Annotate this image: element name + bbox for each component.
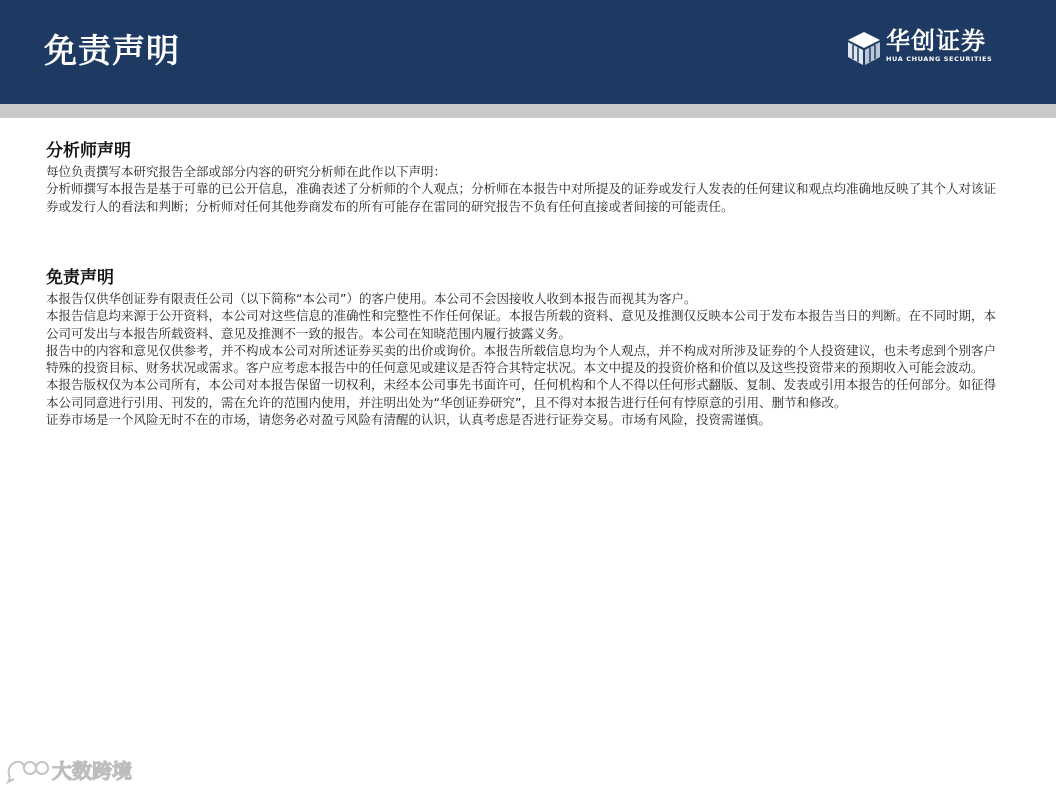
paragraph: 每位负责撰写本研究报告全部或部分内容的研究分析师在此作以下声明： (46, 164, 447, 179)
watermark-text: 大数跨境 (52, 759, 132, 783)
paragraph: 本报告仅供华创证券有限责任公司（以下简称“本公司”）的客户使用。本公司不会因接收人收到本报告而视其为客户。 (46, 291, 697, 306)
logo-name-cn: 华创证券 (886, 27, 986, 55)
header-bar (0, 0, 1056, 104)
watermark (6, 756, 146, 786)
paragraph: 本报告信息均来源于公开资料，本公司对这些信息的准确性和完整性不作任何保证。本报告所载的资料、意见及推测仅反映本公司于发布本报告当日的判断。在不同时期，本公司可发出与本报告所载资料、意见及推测不一致的报告。本公司在知晓范围内履行披露义务。 (46, 308, 997, 341)
cube-logo-icon (846, 28, 882, 66)
page-title: 免责声明 (44, 31, 180, 70)
company-logo (846, 26, 996, 70)
section-title: 免责声明 (46, 268, 114, 288)
disclaimer-section (46, 266, 996, 428)
chat-bubble-logo-icon (6, 758, 50, 784)
paragraph: 本报告版权仅为本公司所有，本公司对本报告保留一切权利，未经本公司事先书面许可，任何机构和个人不得以任何形式翻版、复制、发表或引用本报告的任何部分。如征得本公司同意进行引用、刊发的，需在允许的范围内使用，并注明出处为“华创证券研究”，且不得对本报告进行任何有悖原意的引用、删节和修改。 (46, 377, 997, 410)
paragraph: 证券市场是一个风险无时不在的市场，请您务必对盈亏风险有清醒的认识，认真考虑是否进行证券交易。市场有风险，投资需谨慎。 (46, 412, 772, 428)
section-title: 分析师声明 (46, 141, 131, 161)
paragraph: 报告中的内容和意见仅供参考，并不构成本公司对所述证券买卖的出价或询价。本报告所载信息均为个人观点，并不构成对所涉及证券的个人投资建议，也未考虑到个别客户特殊的投资目标、财务状况或需求。客户应考虑本报告中的任何意见或建议是否符合其特定状况。本文中提及的投资价格和价值以及这些投资带来的预期收入可能会波动。 (46, 342, 997, 376)
header-divider-stripe (0, 104, 1056, 118)
analyst-statement-section (46, 139, 996, 215)
logo-name-en: HUA CHUANG SECURITIES (886, 55, 993, 63)
paragraph: 分析师撰写本报告是基于可靠的已公开信息，准确表述了分析师的个人观点；分析师在本报告中对所提及的证券或发行人发表的任何建议和观点均准确地反映了其个人对该证券或发行人的看法和判断；分析师对任何其他券商发布的所有可能存在雷同的研究报告不负有任何直接或者间接的可能责任。 (46, 181, 997, 214)
